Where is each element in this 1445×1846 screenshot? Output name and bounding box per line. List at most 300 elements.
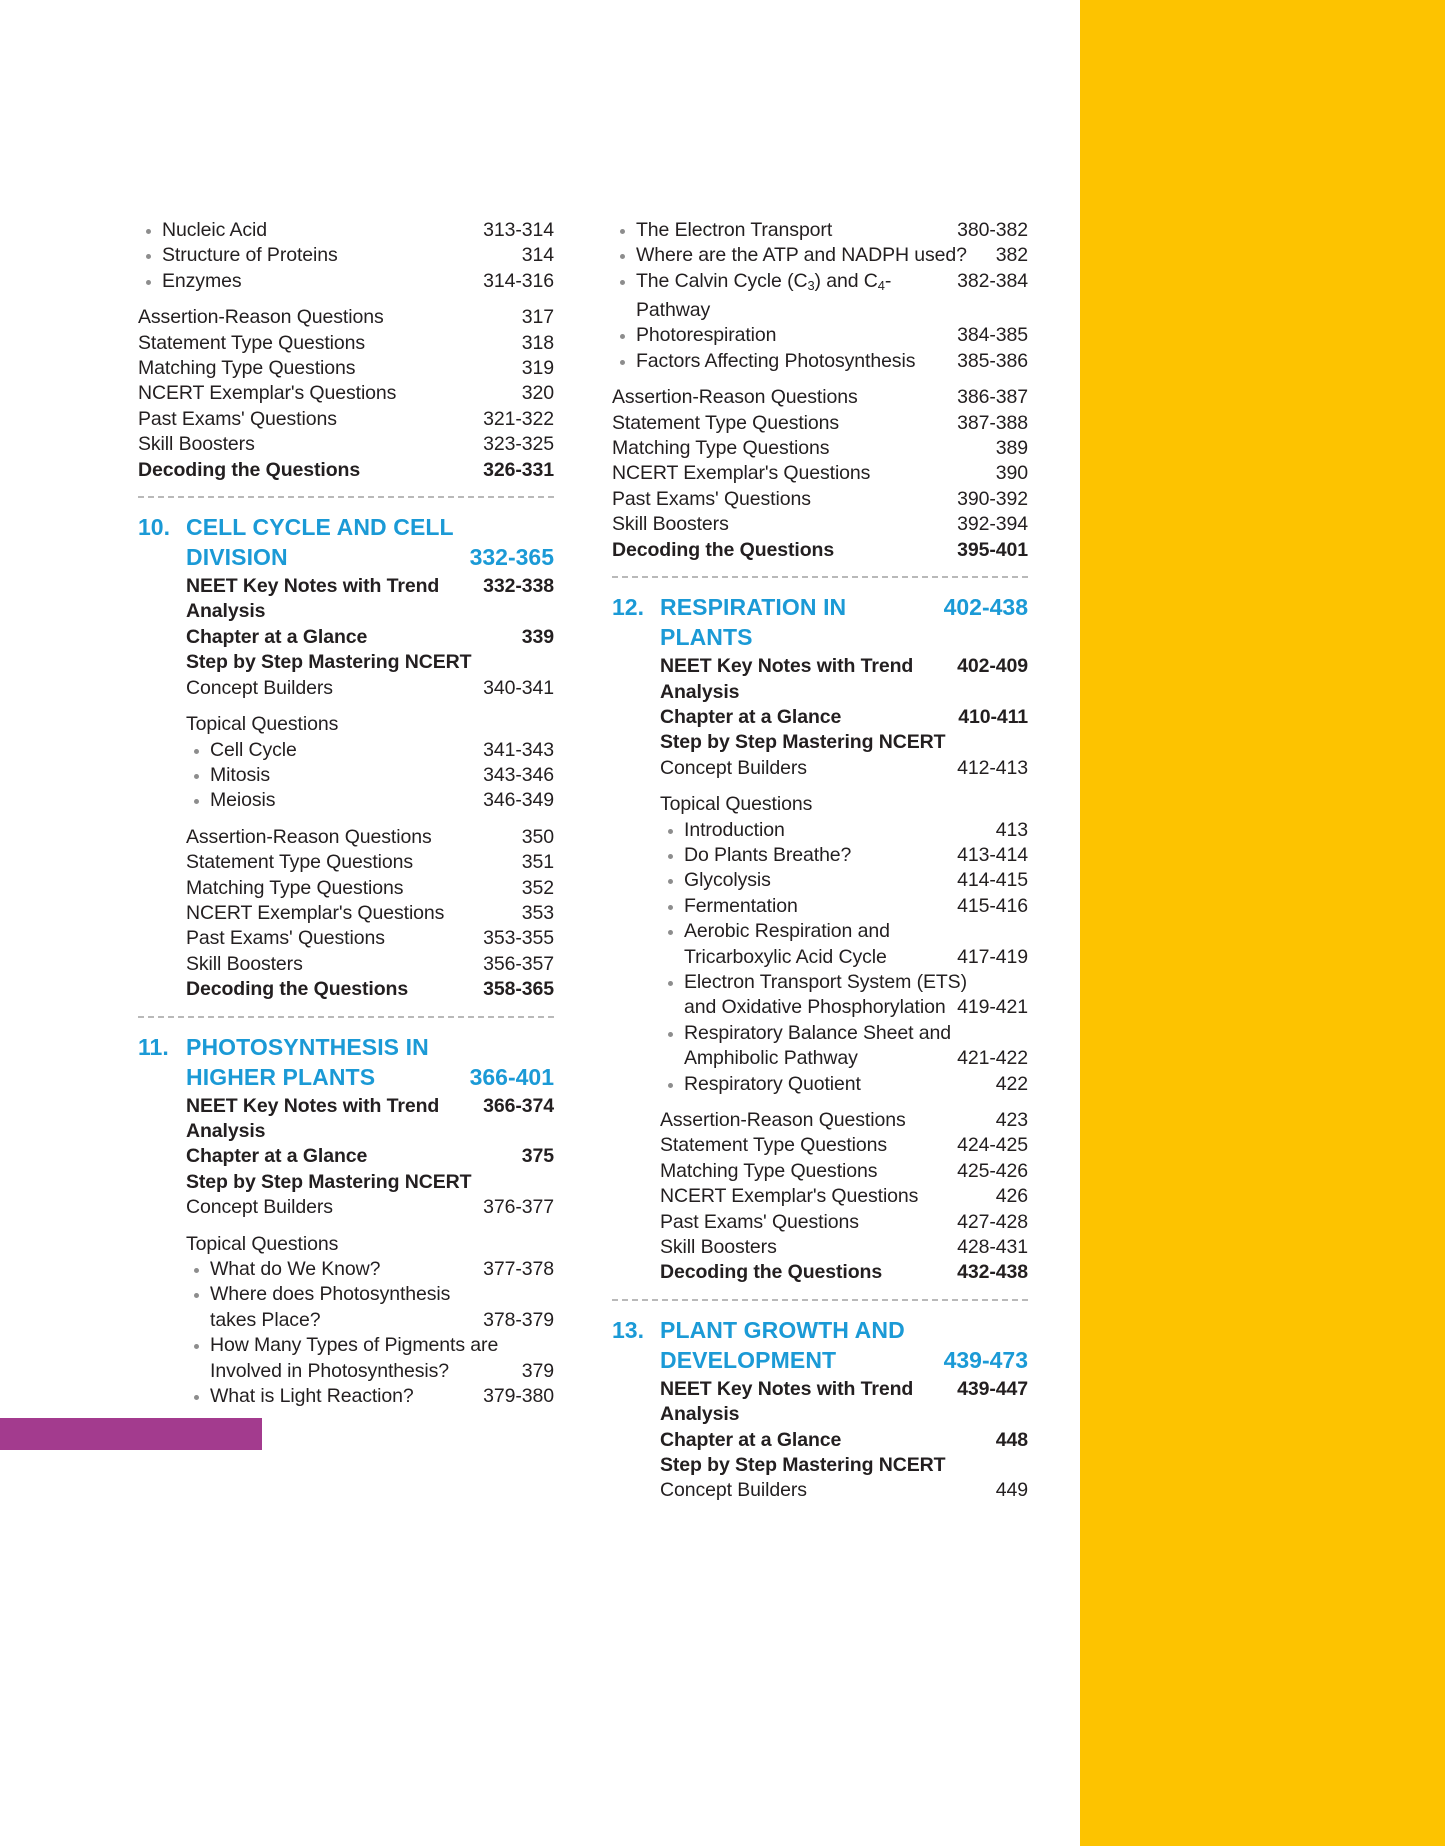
toc-row-page: 449 — [995, 1479, 1028, 1502]
toc-bullet-label: Photorespiration — [636, 324, 777, 347]
toc-row-label: Skill Boosters — [612, 513, 729, 536]
toc-bullet-item[interactable] — [186, 763, 554, 788]
toc-row-label: Concept Builders — [660, 756, 807, 779]
toc-row[interactable] — [186, 1094, 554, 1145]
toc-row-page: 318 — [521, 331, 554, 354]
bullet-dot-icon — [620, 254, 625, 259]
spacer — [612, 374, 1028, 385]
toc-row[interactable] — [186, 952, 554, 977]
toc-columns — [138, 218, 1028, 1504]
toc-row[interactable] — [186, 1195, 554, 1220]
spacer — [660, 781, 1028, 792]
toc-bullet-item[interactable] — [660, 1021, 1028, 1072]
chapter-body — [612, 654, 1028, 1286]
toc-row[interactable] — [612, 436, 1028, 461]
toc-bullet-page: 346-349 — [483, 789, 554, 812]
bullet-dot-icon — [194, 1395, 199, 1400]
toc-bullet-label: Glycolysis — [684, 869, 771, 892]
toc-bullet-label: Where does Photosynthesis — [210, 1283, 451, 1306]
toc-bullet-row-cont — [660, 945, 1028, 970]
bullet-dot-icon — [668, 981, 673, 986]
toc-bullet-page: 384-385 — [957, 324, 1028, 347]
toc-bullet-label-cont: takes Place? — [210, 1308, 321, 1331]
toc-row-label: Topical Questions — [660, 793, 813, 816]
toc-row-label: Assertion-Reason Questions — [186, 825, 432, 848]
toc-row-page: 448 — [995, 1428, 1028, 1451]
chapter-title-line — [660, 592, 1028, 652]
toc-bullet-label: The Calvin Cycle $(C_3)$ and $C_4$-Pathway — [636, 269, 892, 322]
toc-bullet-item[interactable] — [186, 1282, 554, 1333]
toc-row[interactable] — [186, 1232, 554, 1257]
toc-row[interactable] — [660, 1108, 1028, 1133]
toc-bullet-item[interactable] — [612, 218, 1028, 243]
toc-row[interactable] — [186, 850, 554, 875]
toc-row-label: Matching Type Questions — [660, 1159, 878, 1182]
toc-bullet-page: 419-421 — [957, 996, 1028, 1019]
toc-row[interactable] — [186, 574, 554, 625]
section-divider — [138, 496, 554, 498]
toc-row[interactable] — [612, 461, 1028, 486]
toc-bullet-page: 417-419 — [957, 945, 1028, 968]
toc-bullet-row — [660, 970, 1028, 995]
toc-bullet-item[interactable] — [660, 894, 1028, 919]
toc-row-page: 423 — [995, 1109, 1028, 1132]
toc-row-page: 319 — [521, 357, 554, 380]
toc-bullet-page: 421-422 — [957, 1047, 1028, 1070]
toc-row-label: Statement Type Questions — [138, 331, 366, 354]
bullet-dot-icon — [620, 229, 625, 234]
toc-bullet-row — [138, 269, 554, 294]
section-divider — [612, 1299, 1028, 1301]
toc-row-label: Decoding the Questions — [660, 1261, 883, 1284]
toc-bullet-item[interactable] — [186, 1333, 554, 1384]
toc-row[interactable] — [186, 876, 554, 901]
toc-row[interactable] — [612, 512, 1028, 537]
toc-row[interactable] — [612, 411, 1028, 436]
bullet-dot-icon — [194, 749, 199, 754]
bullet-dot-icon — [146, 229, 151, 234]
toc-row-label: Step by Step Mastering NCERT — [186, 1170, 472, 1193]
chapter-title-line — [186, 542, 554, 572]
toc-row-page: 424-425 — [957, 1134, 1028, 1157]
chapter-title-box — [186, 512, 554, 572]
bullet-dot-icon — [620, 360, 625, 365]
toc-bullet-label: How Many Types of Pigments are — [210, 1334, 499, 1357]
toc-bullet-item[interactable] — [660, 843, 1028, 868]
toc-bullet-item[interactable] — [612, 243, 1028, 268]
toc-bullet-page: 378-379 — [483, 1308, 554, 1331]
bullet-dot-icon — [194, 1293, 199, 1298]
toc-row-page: 356-357 — [483, 952, 554, 975]
chapter-title: RESPIRATION IN PLANTS — [660, 594, 847, 651]
toc-bullet-row — [612, 323, 1028, 348]
toc-bullet-label-cont: Tricarboxylic Acid Cycle — [684, 945, 887, 968]
bullet-dot-icon — [194, 799, 199, 804]
toc-row-label: Decoding the Questions — [612, 538, 835, 561]
toc-bullet-row — [186, 1257, 554, 1282]
bullet-dot-icon — [668, 829, 673, 834]
toc-bullet-row — [186, 738, 554, 763]
toc-row-page: 340-341 — [483, 676, 554, 699]
spacer — [138, 294, 554, 305]
toc-bullet-page: 385-386 — [957, 349, 1028, 372]
toc-bullet-page: 343-346 — [483, 763, 554, 786]
toc-bullet-item[interactable] — [186, 1384, 554, 1409]
toc-bullet-row — [186, 763, 554, 788]
toc-row-label: Past Exams' Questions — [138, 407, 337, 430]
chapter-body — [612, 1377, 1028, 1504]
toc-bullet-page: 379 — [521, 1359, 554, 1382]
toc-row-label: Step by Step Mastering NCERT — [660, 1454, 946, 1477]
toc-row-label: Concept Builders — [660, 1479, 807, 1502]
toc-row-label: Decoding the Questions — [138, 458, 361, 481]
toc-bullet-page: 314-316 — [483, 269, 554, 292]
toc-row-label: Matching Type Questions — [186, 876, 404, 899]
toc-row-label: Assertion-Reason Questions — [612, 386, 858, 409]
toc-bullet-row — [660, 894, 1028, 919]
toc-row-page: 353 — [521, 901, 554, 924]
chapter-title: CELL CYCLE AND CELL — [186, 514, 454, 541]
toc-row-page: 412-413 — [957, 756, 1028, 779]
toc-row[interactable] — [186, 825, 554, 850]
toc-bullet-item[interactable] — [186, 788, 554, 813]
toc-bullet-item[interactable] — [660, 818, 1028, 843]
toc-bullet-item[interactable] — [660, 1072, 1028, 1097]
chapter-page-range: 366-401 — [469, 1063, 554, 1090]
chapter-title-cont: DEVELOPMENT — [660, 1346, 837, 1373]
toc-bullet-item[interactable] — [138, 269, 554, 294]
toc-bullet-row — [612, 349, 1028, 374]
chapter-page-range: 439-473 — [943, 1346, 1028, 1373]
bullet-dot-icon — [620, 334, 625, 339]
toc-row-page: 386-387 — [957, 386, 1028, 409]
toc-row-page: 439-447 — [957, 1377, 1028, 1400]
toc-row[interactable] — [612, 487, 1028, 512]
chapter-page-range: 332-365 — [469, 544, 554, 571]
toc-row-label: Concept Builders — [186, 1196, 333, 1219]
toc-row[interactable] — [138, 381, 554, 406]
toc-row[interactable] — [612, 385, 1028, 410]
section-divider — [612, 576, 1028, 578]
toc-row-page: 326-331 — [483, 458, 554, 481]
toc-bullet-label: Aerobic Respiration and — [684, 920, 890, 943]
toc-bullet-label: The Electron Transport — [636, 219, 833, 241]
toc-row[interactable] — [186, 676, 554, 701]
toc-bullet-page: 314 — [521, 244, 554, 267]
toc-row-page: 390 — [995, 462, 1028, 485]
toc-bullet-label-cont: Involved in Photosynthesis? — [210, 1359, 450, 1382]
toc-row-label: NCERT Exemplar's Questions — [138, 382, 397, 405]
toc-bullet-row — [186, 1384, 554, 1409]
toc-bullet-label: Structure of Proteins — [162, 244, 338, 267]
toc-bullet-item[interactable] — [186, 1257, 554, 1282]
toc-row-page: 428-431 — [957, 1236, 1028, 1259]
bullet-dot-icon — [668, 854, 673, 859]
bullet-dot-icon — [620, 280, 625, 285]
toc-bullet-row-cont — [186, 1359, 554, 1384]
toc-bullet-row — [186, 788, 554, 813]
section-divider — [138, 1016, 554, 1018]
toc-bullet-label: Factors Affecting Photosynthesis — [636, 349, 916, 372]
toc-bullet-page: 382-384 — [957, 269, 1028, 292]
toc-row[interactable] — [660, 1260, 1028, 1285]
bullet-dot-icon — [194, 1344, 199, 1349]
yellow-side-band — [1080, 0, 1445, 1846]
toc-row[interactable] — [138, 432, 554, 457]
toc-row[interactable] — [138, 356, 554, 381]
toc-bullet-item[interactable] — [660, 970, 1028, 1021]
toc-row[interactable] — [660, 705, 1028, 730]
bullet-dot-icon — [668, 879, 673, 884]
chapter-heading[interactable] — [612, 1315, 1028, 1375]
toc-row-label: NCERT Exemplar's Questions — [660, 1185, 919, 1208]
bullet-dot-icon — [194, 1268, 199, 1273]
toc-row-page: 352 — [521, 876, 554, 899]
chapter-title-cont: HIGHER PLANTS — [186, 1063, 376, 1090]
toc-row-page: 317 — [521, 306, 554, 329]
toc-row[interactable] — [186, 1144, 554, 1169]
toc-row[interactable] — [660, 1210, 1028, 1235]
chapter-title: PLANT GROWTH AND — [660, 1316, 905, 1343]
toc-bullet-row — [612, 269, 1028, 324]
bullet-dot-icon — [146, 280, 151, 285]
toc-row-page: 425-426 — [957, 1159, 1028, 1182]
bullet-dot-icon — [146, 254, 151, 259]
toc-bullet-item[interactable] — [186, 738, 554, 763]
toc-bullet-page: 313-314 — [483, 219, 554, 241]
toc-row-label: NEET Key Notes with Trend Analysis — [660, 1377, 914, 1426]
toc-row-label: Skill Boosters — [138, 433, 255, 456]
toc-bullet-item[interactable] — [612, 323, 1028, 348]
toc-row-page: 375 — [521, 1145, 554, 1168]
toc-row-label: Past Exams' Questions — [186, 927, 385, 950]
spacer — [660, 1097, 1028, 1108]
toc-bullet-page: 377-378 — [483, 1258, 554, 1280]
toc-bullet-label: What is Light Reaction? — [210, 1385, 414, 1408]
toc-row[interactable] — [660, 1235, 1028, 1260]
toc-row-page: 358-365 — [483, 978, 554, 1001]
toc-row-label: Assertion-Reason Questions — [660, 1109, 906, 1132]
toc-right-column — [612, 218, 1028, 1504]
toc-row-label: Chapter at a Glance — [186, 1145, 368, 1168]
toc-bullet-label: Respiratory Balance Sheet and — [684, 1021, 952, 1044]
toc-bullet-item[interactable] — [660, 919, 1028, 970]
toc-row-label: NCERT Exemplar's Questions — [186, 901, 445, 924]
chapter-page-range: 402-438 — [943, 594, 1028, 621]
toc-row-page: 323-325 — [483, 433, 554, 456]
toc-bullet-page: 414-415 — [957, 869, 1028, 892]
toc-bullet-label: Nucleic Acid — [162, 219, 268, 241]
toc-row-label: Decoding the Questions — [186, 978, 409, 1001]
toc-bullet-label: What do We Know? — [210, 1258, 381, 1280]
toc-row[interactable] — [660, 1377, 1028, 1428]
toc-row-page: 392-394 — [957, 513, 1028, 536]
toc-row-label: Statement Type Questions — [612, 411, 840, 434]
toc-row[interactable] — [186, 901, 554, 926]
toc-row-label: Matching Type Questions — [612, 437, 830, 460]
bullet-dot-icon — [668, 1032, 673, 1037]
toc-bullet-label: Enzymes — [162, 269, 242, 292]
toc-row-label: NCERT Exemplar's Questions — [612, 462, 871, 485]
toc-bullet-row — [660, 919, 1028, 944]
toc-row-page: 351 — [521, 851, 554, 874]
chapter-title-line — [186, 1062, 554, 1092]
toc-bullet-row — [660, 843, 1028, 868]
toc-bullet-row — [138, 218, 554, 243]
toc-row-page: 426 — [995, 1185, 1028, 1208]
toc-row-page: 350 — [521, 825, 554, 848]
toc-row[interactable] — [660, 756, 1028, 781]
toc-row[interactable] — [186, 977, 554, 1002]
toc-row-label: Statement Type Questions — [186, 851, 414, 874]
toc-row[interactable] — [138, 305, 554, 330]
chapter-number: 13. — [612, 1316, 644, 1343]
chapter-number: 12. — [612, 594, 644, 621]
toc-row-label: Skill Boosters — [660, 1236, 777, 1259]
toc-row-label: NEET Key Notes with Trend Analysis — [186, 1094, 440, 1142]
chapter-title-box — [660, 1315, 1028, 1375]
toc-row-page: 395-401 — [957, 538, 1028, 561]
toc-row[interactable] — [660, 1453, 1028, 1478]
toc-bullet-label: Introduction — [684, 818, 785, 841]
toc-row-page: 332-338 — [483, 575, 554, 598]
toc-row-page: 353-355 — [483, 927, 554, 950]
spacer — [186, 814, 554, 825]
toc-bullet-label: Respiratory Quotient — [684, 1072, 861, 1095]
toc-row-label: Past Exams' Questions — [612, 487, 811, 510]
toc-row-page: 339 — [521, 625, 554, 648]
toc-bullet-row — [660, 868, 1028, 893]
toc-bullet-row — [660, 1021, 1028, 1046]
toc-row-page: 427-428 — [957, 1210, 1028, 1233]
toc-row-page: 320 — [521, 382, 554, 405]
toc-bullet-label: Do Plants Breathe? — [684, 843, 852, 866]
toc-bullet-label: Electron Transport System (ETS) — [684, 970, 967, 993]
toc-row-label: Past Exams' Questions — [660, 1210, 859, 1233]
toc-bullet-row — [186, 1333, 554, 1358]
toc-bullet-page: 413-414 — [957, 843, 1028, 866]
toc-bullet-label: Meiosis — [210, 789, 276, 812]
toc-bullet-page: 415-416 — [957, 894, 1028, 917]
toc-row-page: 321-322 — [483, 407, 554, 430]
toc-bullet-item[interactable] — [138, 243, 554, 268]
toc-row[interactable] — [186, 712, 554, 737]
toc-row-page: 410-411 — [958, 705, 1028, 728]
toc-row[interactable] — [138, 331, 554, 356]
toc-row[interactable] — [660, 792, 1028, 817]
toc-row-label: Concept Builders — [186, 676, 333, 699]
toc-row-label: Assertion-Reason Questions — [138, 306, 384, 329]
toc-bullet-item[interactable] — [612, 269, 1028, 324]
toc-bullet-label: Fermentation — [684, 894, 798, 917]
toc-bullet-page: 413 — [995, 818, 1028, 841]
toc-row-page: 376-377 — [483, 1196, 554, 1219]
chapter-heading[interactable] — [612, 592, 1028, 652]
spacer — [186, 701, 554, 712]
toc-row[interactable] — [660, 1133, 1028, 1158]
toc-row-label: Step by Step Mastering NCERT — [186, 651, 472, 674]
toc-row-label: NEET Key Notes with Trend Analysis — [660, 655, 914, 703]
toc-bullet-item[interactable] — [612, 349, 1028, 374]
chapter-heading[interactable] — [138, 512, 554, 572]
toc-bullet-label-cont: and Oxidative Phosphorylation — [684, 996, 946, 1019]
toc-row[interactable] — [660, 654, 1028, 705]
toc-row-label: Topical Questions — [186, 713, 339, 736]
toc-row-label: Matching Type Questions — [138, 357, 356, 380]
toc-row[interactable] — [660, 730, 1028, 755]
bullet-dot-icon — [668, 1083, 673, 1088]
toc-bullet-row — [660, 818, 1028, 843]
toc-row-label: NEET Key Notes with Trend Analysis — [186, 575, 440, 623]
toc-bullet-row-cont — [186, 1308, 554, 1333]
toc-row-page: 366-374 — [483, 1094, 554, 1117]
toc-row-page: 389 — [995, 437, 1028, 460]
chapter-number: 11. — [138, 1033, 169, 1060]
toc-row-label: Step by Step Mastering NCERT — [660, 731, 946, 754]
chapter-number: 10. — [138, 514, 170, 541]
toc-row-label: Chapter at a Glance — [186, 625, 368, 648]
toc-row[interactable] — [186, 926, 554, 951]
chapter-title: PHOTOSYNTHESIS IN — [186, 1033, 429, 1060]
toc-row[interactable] — [660, 1428, 1028, 1453]
toc-row[interactable] — [186, 650, 554, 675]
toc-row-page: 432-438 — [957, 1261, 1028, 1284]
toc-row-label: Statement Type Questions — [660, 1134, 888, 1157]
toc-row[interactable] — [612, 538, 1028, 563]
toc-bullet-label-cont: Amphibolic Pathway — [684, 1047, 858, 1070]
toc-bullet-page: 380-382 — [957, 219, 1028, 241]
chapter-title-cont: DIVISION — [186, 544, 288, 571]
toc-bullet-page: 379-380 — [483, 1385, 554, 1408]
toc-row-label: Chapter at a Glance — [660, 1428, 842, 1451]
toc-bullet-label: Cell Cycle — [210, 738, 297, 761]
toc-left-column — [138, 218, 554, 1504]
toc-bullet-page: 382 — [995, 244, 1028, 267]
toc-row-label: Topical Questions — [186, 1232, 339, 1255]
toc-bullet-row — [612, 243, 1028, 268]
toc-bullet-row-cont — [660, 995, 1028, 1020]
chapter-title-box — [660, 592, 1028, 652]
toc-row[interactable] — [660, 1159, 1028, 1184]
toc-row-page: 402-409 — [957, 655, 1028, 678]
toc-row-page: 390-392 — [957, 487, 1028, 510]
toc-row[interactable] — [660, 1184, 1028, 1209]
toc-row[interactable] — [138, 458, 554, 483]
bullet-dot-icon — [668, 930, 673, 935]
toc-bullet-page: 341-343 — [483, 738, 554, 761]
bullet-dot-icon — [668, 905, 673, 910]
toc-bullet-row — [612, 218, 1028, 243]
chapter-heading[interactable] — [138, 1032, 554, 1092]
spacer — [186, 1221, 554, 1232]
toc-row-label: Chapter at a Glance — [660, 705, 842, 728]
toc-row[interactable] — [186, 1170, 554, 1195]
toc-bullet-label: Mitosis — [210, 763, 270, 786]
toc-bullet-item[interactable] — [138, 218, 554, 243]
toc-bullet-row — [186, 1282, 554, 1307]
toc-row[interactable] — [186, 625, 554, 650]
toc-row[interactable] — [660, 1478, 1028, 1503]
toc-bullet-row — [138, 243, 554, 268]
toc-bullet-row-cont — [660, 1046, 1028, 1071]
chapter-body — [138, 1094, 554, 1410]
chapter-title-box — [186, 1032, 554, 1092]
toc-bullet-page: 422 — [995, 1072, 1028, 1095]
toc-row[interactable] — [138, 407, 554, 432]
toc-bullet-label: Where are the ATP and NADPH used? — [636, 244, 967, 267]
toc-bullet-item[interactable] — [660, 868, 1028, 893]
toc-row-label: Skill Boosters — [186, 952, 303, 975]
